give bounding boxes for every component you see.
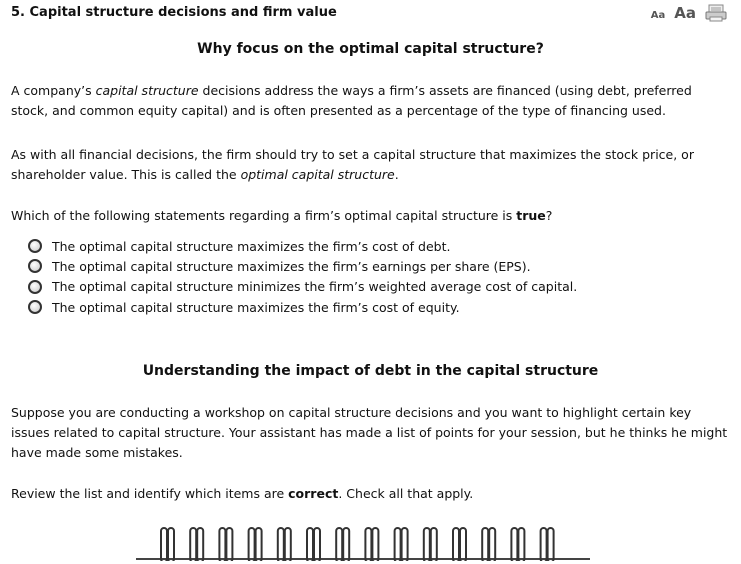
font-size-increase-button[interactable]: Aa	[674, 4, 696, 22]
answer-option[interactable]	[28, 297, 577, 317]
radio-button[interactable]	[28, 239, 42, 253]
optimal-capital-paragraph: As with all financial decisions, the firm should try to set a capital structure that maximizes the stock price, or shareholder value. This is called the optimal capital structure.	[11, 147, 694, 182]
question-prompt: Which of the following statements regarding a firm’s optimal capital structure is true?	[11, 208, 553, 223]
notebook-spiral-icon	[130, 522, 600, 564]
review-instructions: Review the list and identify which items are correct. Check all that apply.	[11, 486, 474, 501]
answer-option[interactable]	[28, 256, 577, 276]
answer-options	[28, 236, 577, 317]
option-label: The optimal capital structure maximizes the firm’s earnings per share (EPS).	[52, 258, 531, 274]
workshop-paragraph: Suppose you are conducting a workshop on capital structure decisions and you want to highlight certain key issues related to capital structure. Your assistant has made a list of points for your session, but he thinks he might have made some mistakes.	[11, 405, 728, 460]
term-capital-structure: capital structure	[95, 83, 199, 98]
radio-button[interactable]	[28, 259, 42, 273]
radio-button[interactable]	[28, 280, 42, 294]
answer-option[interactable]	[28, 277, 577, 297]
option-label: The optimal capital structure minimizes the firm’s weighted average cost of capital.	[52, 279, 578, 295]
section-heading-optimal-capital-structure: Why focus on the optimal capital structure?	[197, 41, 544, 57]
option-label: The optimal capital structure maximizes the firm’s cost of debt.	[52, 238, 451, 254]
intro-paragraph: A company’s capital structure decisions address the ways a firm’s assets are financed (using debt, preferred stock, and common equity capital) and is often presented as a percentage of the type of financing used.	[11, 83, 692, 118]
radio-button[interactable]	[28, 300, 42, 314]
print-icon[interactable]	[705, 4, 727, 22]
term-optimal-capital-structure: optimal capital structure	[240, 167, 395, 182]
option-label: The optimal capital structure maximizes the firm’s cost of equity.	[52, 299, 460, 315]
question-title: 5. Capital structure decisions and firm value	[11, 5, 337, 20]
answer-option[interactable]	[28, 236, 577, 256]
font-size-decrease-button[interactable]: Aa	[650, 9, 666, 21]
toolbar	[651, 4, 727, 22]
section-heading-impact-of-debt: Understanding the impact of debt in the capital structure	[142, 363, 599, 379]
